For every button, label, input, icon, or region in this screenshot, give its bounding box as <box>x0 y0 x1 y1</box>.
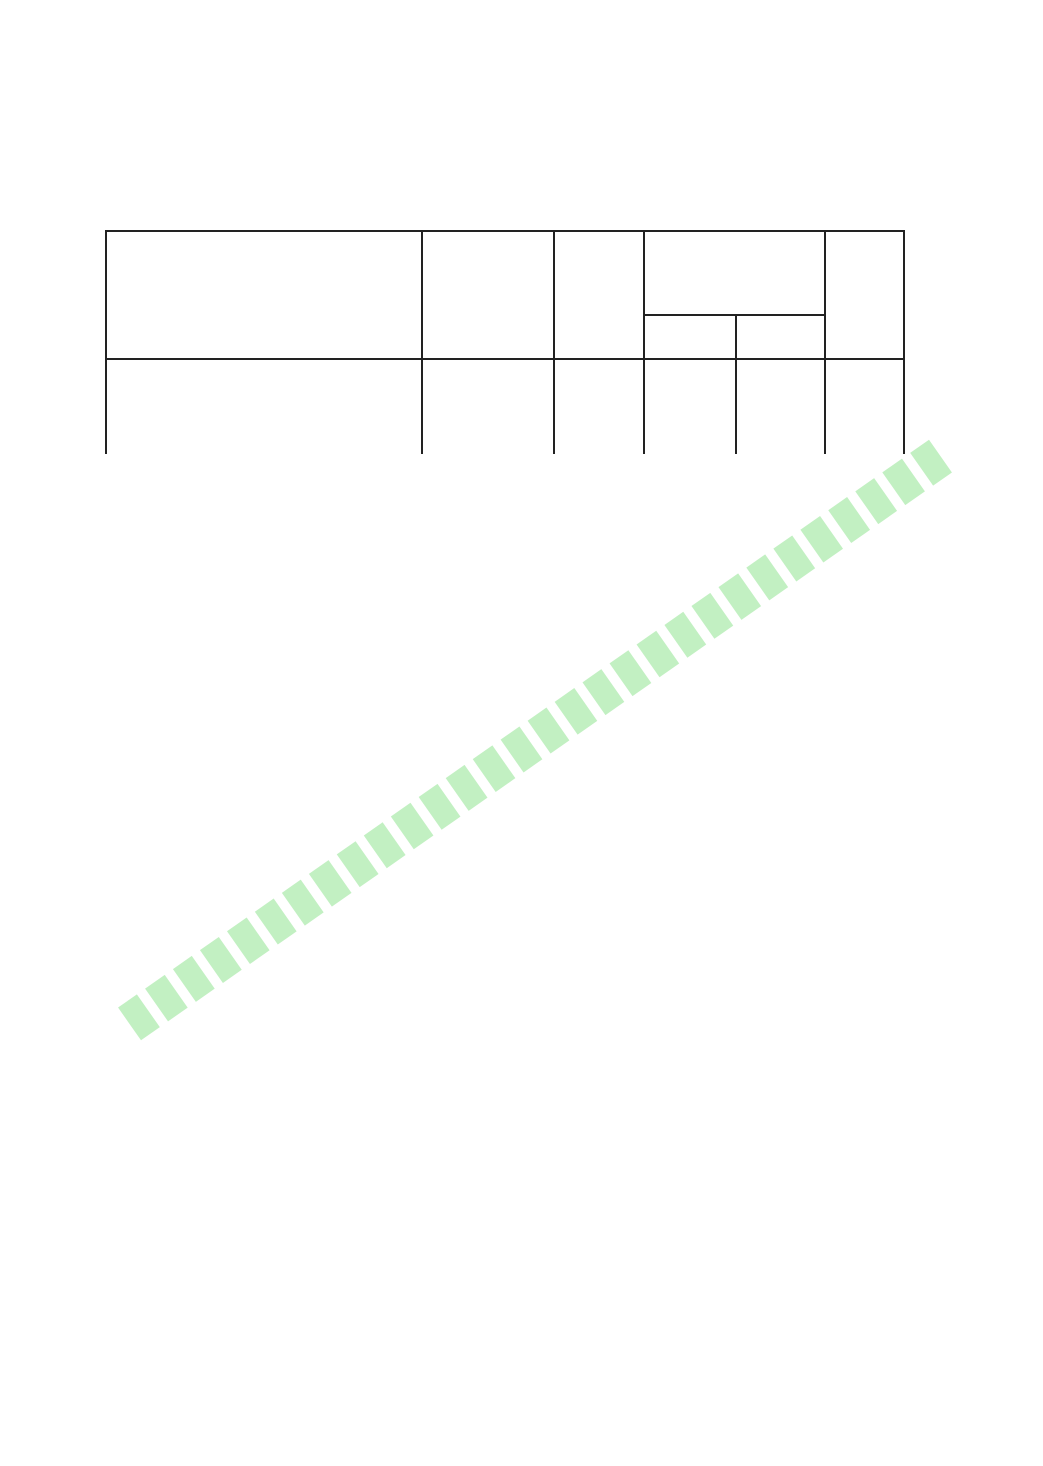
agri-production-table <box>105 230 905 454</box>
watermark-stripe <box>118 440 952 1041</box>
table-body <box>106 359 904 454</box>
header-1989 <box>554 231 644 359</box>
header-empty-cell <box>106 231 422 359</box>
header-1991 <box>825 231 904 359</box>
header-1990-fact <box>736 315 825 359</box>
section-row-production <box>106 359 904 430</box>
section-title-production <box>106 359 422 430</box>
header-1990-plan <box>644 315 736 359</box>
table-header <box>106 231 904 359</box>
header-1990 <box>644 231 825 315</box>
spacer-row <box>106 430 904 454</box>
header-1986-1989 <box>422 231 554 359</box>
